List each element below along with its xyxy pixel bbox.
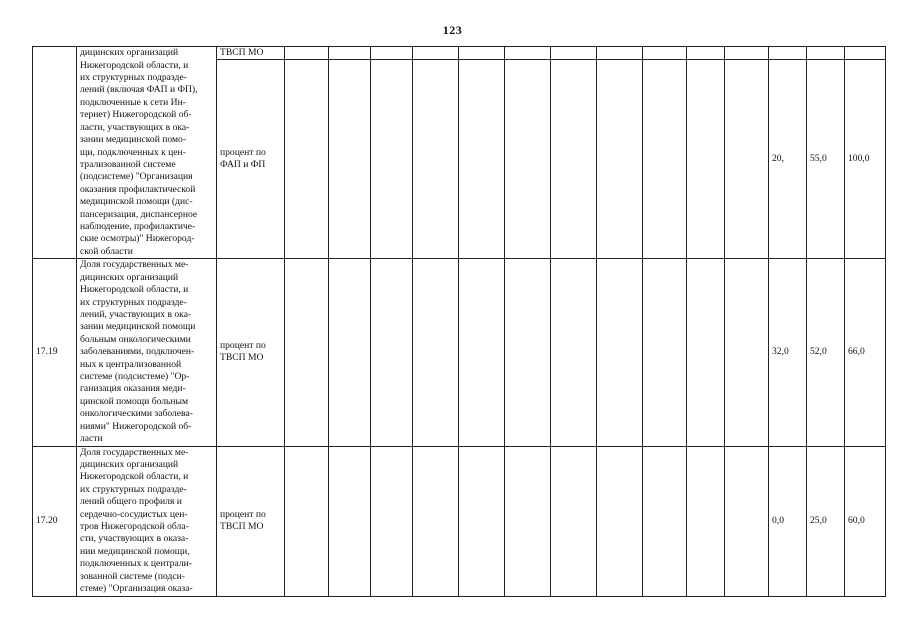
empty-cell [551, 47, 597, 60]
cell-line: дицинских организаций [80, 271, 179, 283]
cell-line: зании медицинской помощи [80, 321, 196, 333]
empty-cell [459, 446, 505, 596]
unit-cell [217, 446, 285, 596]
cell-line: системе (подсистеме) "Ор- [80, 371, 190, 383]
empty-cell [807, 47, 845, 60]
empty-cell [371, 259, 413, 446]
cell-line: пансеризация, диспансерное [80, 208, 198, 220]
empty-cell [371, 446, 413, 596]
empty-cell [597, 259, 643, 446]
table-body [33, 47, 886, 597]
empty-cell [643, 259, 687, 446]
unit-cell [217, 259, 285, 446]
empty-cell [413, 446, 459, 596]
empty-cell [371, 60, 413, 259]
cell-line: тров Нижегородской обла- [80, 521, 189, 532]
cell-line: ласти, участвующих в ока- [80, 121, 190, 133]
empty-cell [725, 259, 769, 446]
table-row [33, 259, 886, 446]
value-cell: 20, [769, 60, 807, 259]
cell-line: ской области [80, 245, 133, 257]
cell-line: процент по [220, 147, 266, 158]
empty-cell [505, 446, 551, 596]
cell-line: сердечно-сосудистых цен- [80, 508, 188, 520]
value-cell: 60,0 [845, 446, 886, 596]
empty-cell [285, 446, 329, 596]
cell-line: Нижегородской области, и [80, 284, 189, 296]
empty-cell [687, 446, 725, 596]
empty-cell [329, 259, 371, 446]
empty-cell [285, 60, 329, 259]
cell-line: оказания профилактической [80, 183, 196, 195]
empty-cell [459, 47, 505, 60]
cell-line: зании медицинской помо- [80, 134, 187, 146]
cell-line: сти, участвующих в оказа- [80, 533, 189, 545]
indicator-name-cell [77, 259, 217, 446]
empty-cell [725, 446, 769, 596]
value-cell: 0,0 [769, 446, 807, 596]
empty-cell [643, 47, 687, 60]
empty-cell [551, 259, 597, 446]
cell-line: стеме) "Организация оказа- [80, 583, 193, 595]
cell-line: лений общего профиля и [80, 496, 182, 508]
cell-line: процент по [220, 340, 266, 352]
empty-cell [329, 446, 371, 596]
empty-cell [459, 60, 505, 259]
empty-cell [725, 60, 769, 259]
empty-cell [643, 446, 687, 596]
cell-line: лений (включая ФАП и ФП), [80, 84, 198, 96]
empty-cell [597, 60, 643, 259]
cell-line: наблюдение, профилактиче- [80, 220, 196, 232]
cell-line: подключенных к централи- [80, 558, 192, 570]
empty-cell [505, 60, 551, 259]
value-cell: 25,0 [807, 446, 845, 596]
cell-line: ниями" Нижегородской об- [80, 420, 192, 432]
cell-line: нии медицинской помощи, [80, 545, 190, 557]
cell-line: ТВСП МО [220, 521, 264, 532]
empty-cell [285, 259, 329, 446]
value-cell: 32,0 [769, 259, 807, 446]
empty-cell [687, 47, 725, 60]
cell-line: ласти [80, 433, 103, 445]
cell-line: дицинских организаций [80, 458, 179, 470]
cell-line: ганизация оказания меди- [80, 383, 186, 395]
cell-line: Нижегородской области, и [80, 59, 189, 71]
unit-cell-top: ТВСП МО [217, 47, 285, 60]
cell-line: Доля государственных ме- [80, 259, 189, 271]
empty-cell [687, 60, 725, 259]
cell-line: трализованной системе [80, 158, 176, 170]
empty-cell [551, 446, 597, 596]
indicator-name-cell [77, 446, 217, 596]
table-row [33, 446, 886, 596]
cell-line: щи, подключенных к цен- [80, 146, 186, 158]
unit-cell [217, 60, 285, 259]
value-cell: 55,0 [807, 60, 845, 259]
empty-cell [643, 60, 687, 259]
row-number-cell: 17.19 [33, 259, 77, 446]
row-number-cell: 17.20 [33, 446, 77, 596]
cell-line: дицинских организаций [80, 47, 179, 59]
cell-line: ские осмотры)" Нижегород- [80, 233, 195, 245]
row-number-cell [33, 47, 77, 259]
empty-cell [371, 47, 413, 60]
value-cell: 100,0 [845, 60, 886, 259]
empty-cell [285, 47, 329, 60]
cell-line: их структурных подразде- [80, 483, 187, 495]
value-cell: 52,0 [807, 259, 845, 446]
cell-line: их структурных подразде- [80, 296, 187, 308]
cell-line: процент по [220, 508, 266, 520]
cell-line: ТВСП МО [220, 352, 264, 364]
cell-line: ФАП и ФП [220, 159, 266, 171]
empty-cell [459, 259, 505, 446]
empty-cell [687, 259, 725, 446]
empty-cell [413, 60, 459, 259]
empty-cell [597, 47, 643, 60]
empty-cell [551, 60, 597, 259]
cell-line: Доля государственных ме- [80, 446, 189, 458]
empty-cell [329, 60, 371, 259]
cell-line: лений, участвующих в ока- [80, 309, 192, 321]
cell-line: подключенные к сети Ин- [80, 96, 186, 108]
empty-cell [413, 47, 459, 60]
cell-line: (подсистеме) "Организация [80, 171, 193, 183]
page-number: 123 [442, 23, 463, 37]
cell-line: цинской помощи больным [80, 395, 189, 407]
empty-cell [413, 259, 459, 446]
cell-line: онкологическими заболева- [80, 408, 193, 420]
empty-cell [329, 47, 371, 60]
cell-line: больным онкологическими [80, 333, 191, 345]
empty-cell [597, 446, 643, 596]
empty-cell [505, 259, 551, 446]
value-cell: 66,0 [845, 259, 886, 446]
cell-line: медицинской помощи (дис- [80, 196, 193, 208]
empty-cell [845, 47, 886, 60]
empty-cell [769, 47, 807, 60]
table-row-continuation [33, 47, 886, 60]
indicator-table [32, 46, 886, 597]
cell-line: зованной системе (подси- [80, 570, 185, 582]
cell-line: Нижегородской области, и [80, 471, 189, 483]
indicator-name-cell [77, 47, 217, 259]
empty-cell [725, 47, 769, 60]
cell-line: заболеваниями, подключен- [80, 346, 195, 358]
cell-line: тернет) Нижегородской об- [80, 109, 192, 121]
cell-line: их структурных подразде- [80, 72, 187, 84]
cell-line: ных к централизованной [80, 358, 182, 370]
empty-cell [505, 47, 551, 60]
